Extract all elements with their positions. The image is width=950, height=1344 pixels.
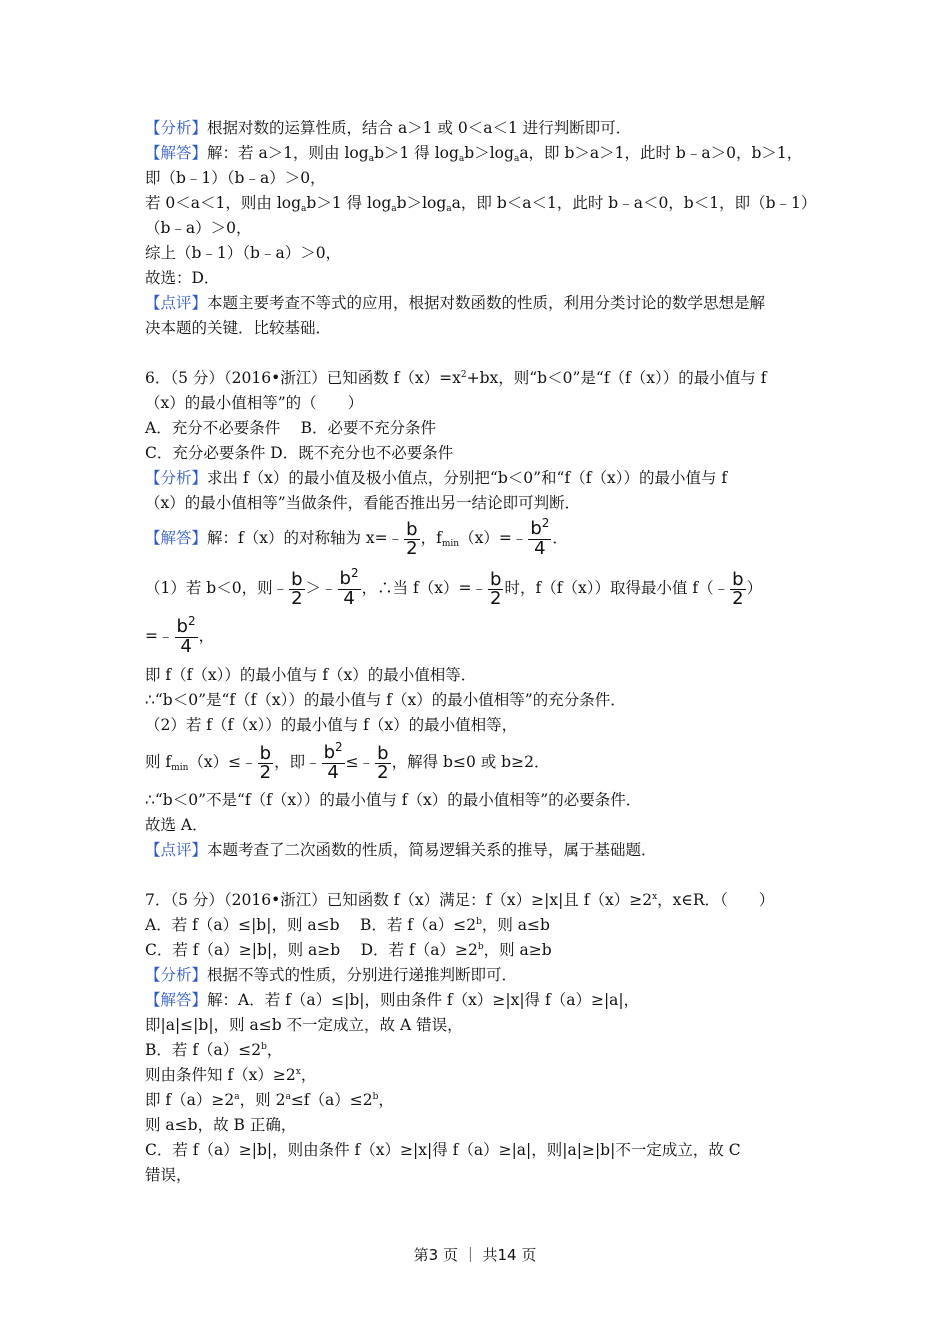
fraction: $\frac{b}{2}$ (259, 742, 272, 783)
solution-tag: 【解答】 (145, 144, 208, 162)
question-6-stem: 6．（5 分）（2016•浙江）已知函数 $f(x)=x^2+bx$，则“b＜0”是“f（f（x））的最小值与 f (145, 369, 767, 387)
fraction: $\frac{b}{2}$ (732, 568, 744, 609)
text-line: 若 0＜a＜1，则由 logab＞1 得 logab＞logaa，即 b＜a＜1，此时 b﹣a＜0，b＜1，即（b﹣1） (145, 194, 817, 214)
analysis-tag: 【分析】 (145, 966, 208, 984)
text-line: C．若 f（a）≥|b|，则由条件 f（x）≥|x|得 f（a）≥|a|，则|a|≥|b|不一定成立，故 C (145, 1141, 741, 1159)
text-line: 故选：D． (145, 269, 220, 287)
text-line: 即 $f(a)\ge 2^a$，则 $2^a\le f(a)\le 2^b$， (145, 1091, 394, 1109)
question-7-options-cd: C．若 f（a）≥|b|，则 a≥b D．若 $f(a)\ge 2^b$，则 a≥b (145, 941, 552, 959)
analysis-line-7: 【分析】根据不等式的性质，分别进行递推判断即可． (145, 966, 518, 984)
fraction: $\frac{b^2}{4}$ (530, 516, 550, 559)
page-footer: 第3 页 ｜ 共14 页 (413, 1246, 537, 1264)
fraction: $\frac{b}{2}$ (406, 518, 418, 559)
question-6-options-cd: C．充分必要条件 D．既不充分也不必要条件 (145, 444, 454, 462)
text-line: 则 a≤b，故 B 正确， (145, 1116, 297, 1134)
text-line: 即|a|≤|b|，则 a≤b 不一定成立，故 A 错误， (145, 1016, 463, 1034)
text-line: 决本题的关键．比较基础． (145, 319, 332, 337)
comment-line-5: 【点评】本题主要考查不等式的应用，根据对数函数的性质，利用分类讨论的数学思想是解 (145, 294, 766, 312)
solution-line-6-1: 【解答】解：f（x）的对称轴为 x=﹣ $\frac{b}{2}$ ，fmin（x）=﹣ $\frac{b^2}{4}$ ． (145, 516, 568, 559)
solution-tag: 【解答】 (145, 991, 208, 1009)
text-line: =﹣ $\frac{b^2}{4}$ ， (145, 614, 215, 657)
fraction: $\frac{b^2}{4}$ (323, 740, 343, 783)
text-line: （2）若 f（f（x））的最小值与 f（x）的最小值相等， (145, 716, 518, 734)
fraction: $\frac{b}{2}$ (291, 568, 303, 609)
analysis-tag: 【分析】 (145, 119, 208, 137)
comment-tag: 【点评】 (145, 294, 208, 312)
comment-tag: 【点评】 (145, 841, 208, 859)
solution-line-5-1: 【解答】解：若 a＞1，则由 logab＞1 得 logab＞logaa，即 b＞a＞1，此时 b﹣a＞0，b＞1， (145, 144, 803, 164)
text-line: 错误， (145, 1166, 192, 1184)
text-line: 综上（b﹣1）（b﹣a）＞0， (145, 244, 342, 262)
text-line: （x）的最小值相等”的（ ） (145, 394, 364, 412)
fraction: $\frac{b}{2}$ (377, 742, 389, 783)
fraction: $\frac{b^2}{4}$ (176, 614, 196, 657)
analysis-line-6: 【分析】求出 f（x）的最小值及极小值点，分别把“b＜0”和“f（f（x））的最小值与 f (145, 469, 728, 487)
solution-line-7-1: 【解答】解：A．若 f（a）≤|b|，则由条件 f（x）≥|x|得 f（a）≥|a|， (145, 991, 640, 1009)
fraction: $\frac{b}{2}$ (490, 568, 502, 609)
text-line: ∴“b＜0”是“f（f（x））的最小值与 f（x）的最小值相等”的充分条件． (145, 691, 626, 709)
question-7-options-ab: A．若 f（a）≤|b|，则 a≤b B．若 $f(a)\le 2^b$，则 a≤b (145, 916, 550, 934)
text-line: B．若 $f(a)\le 2^b$， (145, 1041, 283, 1059)
question-7-stem: 7．（5 分）（2016•浙江）已知函数 f（x）满足：f（x）≥|x|且 $f(x)\ge 2^x$，x∈R．（ ） (145, 891, 775, 909)
question-6-options-ab: A．充分不必要条件 B．必要不充分条件 (145, 419, 437, 437)
analysis-line-5: 【分析】根据对数的运算性质，结合 a＞1 或 0＜a＜1 进行判断即可． (145, 119, 632, 137)
text-line: （x）的最小值相等”当做条件，看能否推出另一结论即可判断． (145, 494, 581, 512)
text-line: 即（b﹣1）（b﹣a）＞0， (145, 169, 326, 187)
text-line: （b﹣a）＞0， (145, 219, 252, 237)
text-line: 则 fmin（x）≤﹣ $\frac{b}{2}$ ，即﹣ $\frac{b^2}{4}$ ≤﹣ $\frac{b}{2}$ ，解得 b≤0 或 b≥2． (145, 740, 550, 783)
text-line: 则由条件知 $f(x)\ge 2^x$， (145, 1066, 317, 1084)
comment-line-6: 【点评】本题考查了二次函数的性质，简易逻辑关系的推导，属于基础题． (145, 841, 657, 859)
analysis-tag: 【分析】 (145, 469, 208, 487)
text-line: 故选 A． (145, 816, 208, 834)
solution-tag: 【解答】 (145, 529, 208, 547)
text-line: 即 f（f（x））的最小值与 f（x）的最小值相等． (145, 666, 477, 684)
text-line: ∴“b＜0”不是“f（f（x））的最小值与 f（x）的最小值相等”的必要条件． (145, 791, 642, 809)
fraction: $\frac{b^2}{4}$ (339, 566, 359, 609)
text-line: （1）若 b＜0，则﹣ $\frac{b}{2}$ ＞﹣ $\frac{b^2}{4}$ ，∴当 f（x）=﹣ $\frac{b}{2}$ 时，f（f（x））取得最小值 f（﹣ $\frac{b}{2}$ ） (145, 566, 763, 609)
